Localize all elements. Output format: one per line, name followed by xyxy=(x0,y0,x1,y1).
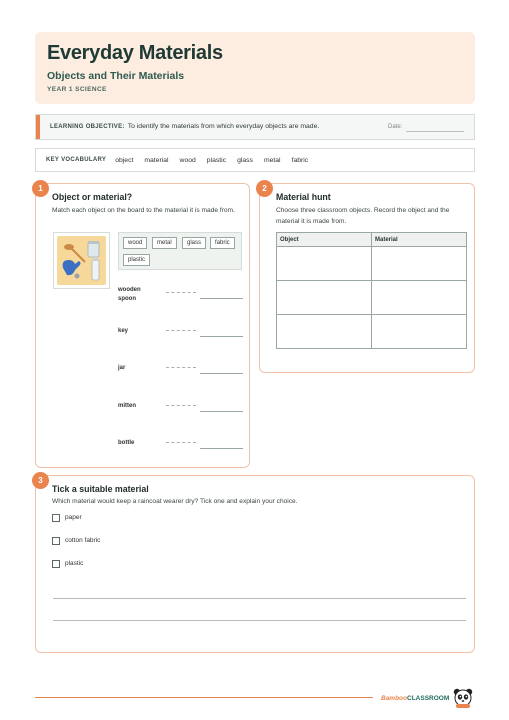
objects-photo-illustration xyxy=(57,236,106,285)
table-row xyxy=(277,315,467,349)
section-3-title: Tick a suitable material xyxy=(52,484,149,494)
match-dash xyxy=(166,330,196,331)
section-2-instruction: Choose three classroom objects. Record the object and the material it is made from. xyxy=(276,207,450,225)
material-chip: fabric xyxy=(210,237,235,249)
page-subtitle: Objects and Their Materials xyxy=(47,70,185,82)
material-bank xyxy=(118,232,242,270)
vocab-word: metal xyxy=(263,156,281,164)
date-field[interactable] xyxy=(406,131,464,132)
vocab-word: material xyxy=(144,156,169,164)
writing-line[interactable] xyxy=(53,598,466,599)
objects-photo-bg xyxy=(57,236,106,285)
section-2-title: Material hunt xyxy=(276,192,331,202)
section-1-title: Object or material? xyxy=(52,192,133,202)
page-title: Everyday Materials xyxy=(47,42,223,64)
tick-checkbox[interactable] xyxy=(52,537,60,545)
material-hunt-table xyxy=(276,232,467,349)
answer-line[interactable] xyxy=(200,298,243,299)
table-cell[interactable] xyxy=(277,315,372,349)
object-label: mitten xyxy=(118,403,136,409)
table-row xyxy=(277,247,467,281)
material-chip: glass xyxy=(182,237,206,249)
panda-logo-icon xyxy=(452,687,474,709)
writing-line[interactable] xyxy=(53,620,466,621)
section-1-instruction: Match each object on the board to the material it is made from. xyxy=(52,207,235,214)
vocab-word: plastic xyxy=(206,156,227,164)
table-row xyxy=(277,281,467,315)
table-cell[interactable] xyxy=(372,281,467,315)
answer-line[interactable] xyxy=(200,336,243,337)
tick-option-label: plastic xyxy=(65,560,84,567)
match-dash xyxy=(166,292,196,293)
brand-part1: Bamboo xyxy=(381,695,407,702)
table-cell[interactable] xyxy=(372,247,467,281)
match-dash xyxy=(166,367,196,368)
vocab-word: wood xyxy=(179,156,196,164)
material-chip: wood xyxy=(123,237,147,249)
vocab-word: object xyxy=(115,156,134,164)
table-cell[interactable] xyxy=(277,281,372,315)
vocab-word: glass xyxy=(237,156,253,164)
objective-accent-bar xyxy=(36,115,40,139)
table-header-row xyxy=(277,233,467,247)
object-label: bottle xyxy=(118,440,135,446)
table-cell[interactable] xyxy=(277,247,372,281)
answer-line[interactable] xyxy=(200,448,243,449)
section-3-question: Which material would keep a raincoat wearer dry? Tick one and explain your choice. xyxy=(52,498,298,505)
vocab-word: fabric xyxy=(291,156,309,164)
brand-wordmark xyxy=(381,695,449,702)
date-label: Date: xyxy=(388,124,403,130)
tick-option-label: paper xyxy=(65,514,82,521)
objective-text xyxy=(50,123,319,130)
object-label: jar xyxy=(118,365,126,371)
objective-body: To identify the materials from which everyday objects are made. xyxy=(127,123,320,130)
objective-label: LEARNING OBJECTIVE: xyxy=(50,124,125,130)
year-label: YEAR 1 SCIENCE xyxy=(47,86,107,93)
tick-checkbox[interactable] xyxy=(52,560,60,568)
column-header: Object xyxy=(277,233,372,247)
section-1-card xyxy=(35,183,250,468)
match-dash xyxy=(166,442,196,443)
tick-option-label: cotton fabric xyxy=(65,537,101,544)
object-label: wooden spoon xyxy=(118,287,141,302)
vocabulary-label: KEY VOCABULARY xyxy=(46,157,107,163)
key-vocabulary xyxy=(35,148,475,172)
table-cell[interactable] xyxy=(372,315,467,349)
object-label: key xyxy=(118,328,129,334)
learning-objective xyxy=(35,114,475,140)
material-chip: plastic xyxy=(123,254,150,266)
objects-photo xyxy=(53,232,110,289)
section-3-badge: 3 xyxy=(32,472,49,489)
section-2-badge: 2 xyxy=(256,180,273,197)
worksheet-header xyxy=(35,32,475,104)
answer-line[interactable] xyxy=(200,373,243,374)
tick-checkbox[interactable] xyxy=(52,514,60,522)
column-header: Material xyxy=(372,233,467,247)
match-dash xyxy=(166,405,196,406)
section-1-badge: 1 xyxy=(32,180,49,197)
footer-divider xyxy=(35,697,373,698)
answer-line[interactable] xyxy=(200,411,243,412)
material-chip: metal xyxy=(152,237,177,249)
brand-part2: CLASSROOM xyxy=(407,695,450,702)
